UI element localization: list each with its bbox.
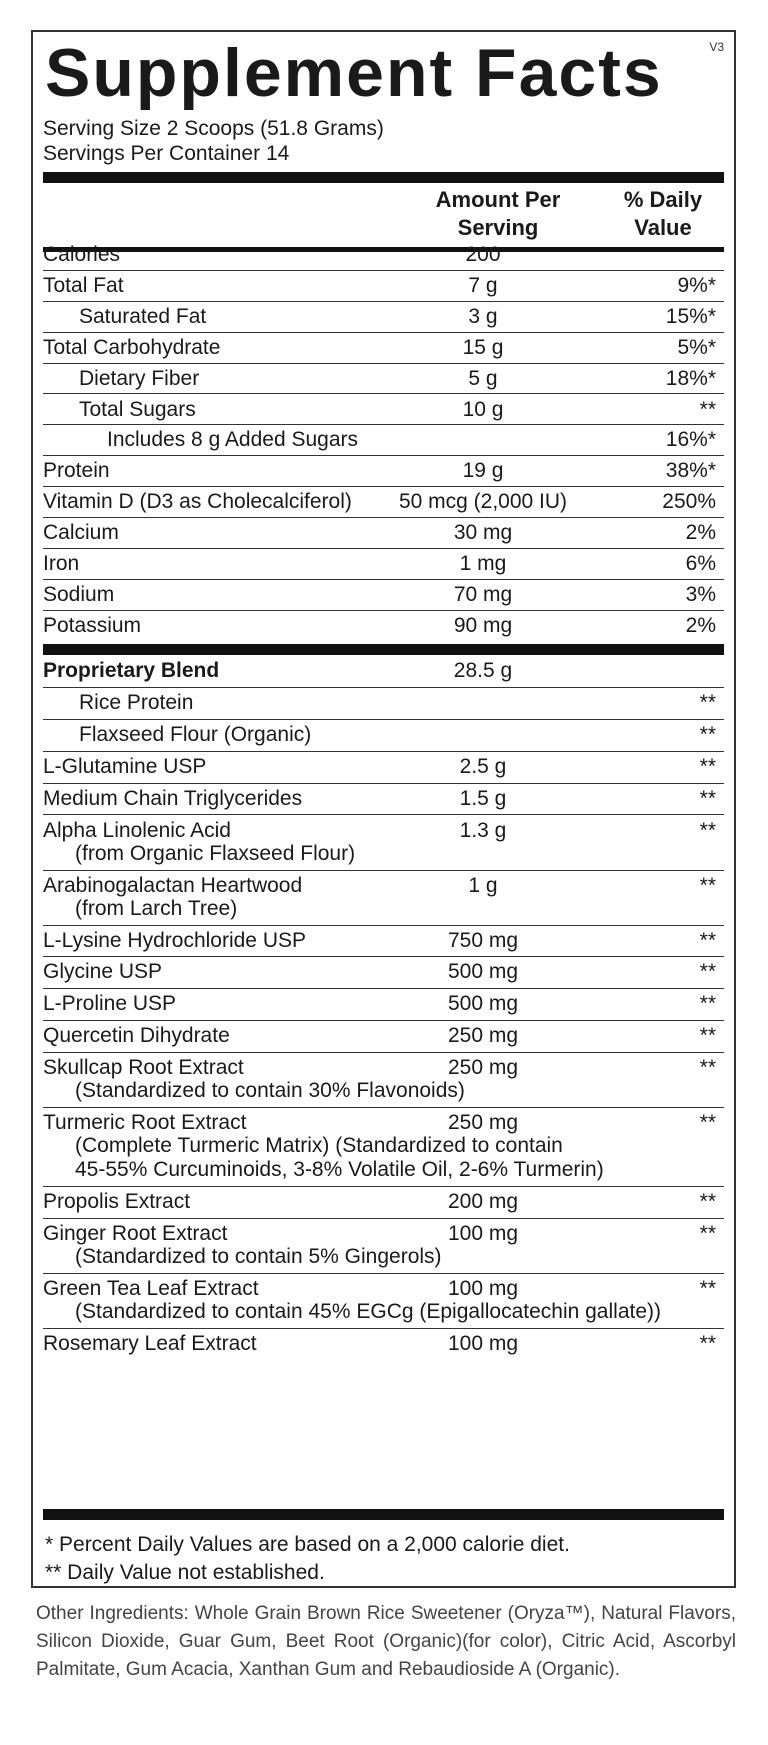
footnote-percent: * Percent Daily Values are based on a 2,000 calorie diet.: [45, 1533, 570, 1556]
ingredient-daily-value: **: [699, 1222, 716, 1245]
blend-row: [43, 1187, 724, 1219]
ingredient-daily-value: **: [699, 690, 716, 714]
ingredient-name: Proprietary Blend: [43, 659, 220, 682]
nutrient-name: Protein: [43, 459, 110, 483]
serving-info: [43, 116, 384, 166]
amount-per-serving-header: [418, 186, 578, 242]
ingredient-daily-value: **: [699, 1056, 716, 1080]
nutrient-daily-value: 250%: [662, 490, 716, 514]
nutrient-name: Vitamin D (D3 as Cholecalciferol): [43, 490, 352, 514]
ingredient-note: (from Organic Flaxseed Flour): [75, 841, 356, 865]
nutrient-name: Calcium: [43, 521, 119, 545]
nutrient-row: [43, 549, 724, 580]
amount-header-line2: Serving: [457, 215, 539, 240]
nutrient-row: [43, 518, 724, 549]
ingredient-daily-value: **: [699, 928, 716, 952]
blend-row: [43, 1021, 724, 1053]
ingredient-daily-value: **: [699, 818, 716, 842]
nutrient-daily-value: 6%: [685, 552, 716, 575]
nutrient-daily-value: 15%*: [665, 304, 716, 328]
nutrient-amount: 19 g: [462, 459, 504, 483]
ingredient-amount: 250 mg: [447, 1111, 519, 1135]
thick-divider-middle: [43, 644, 724, 655]
daily-value-header: [603, 186, 723, 242]
blend-row: [43, 688, 724, 720]
ingredient-amount: 28.5 g: [453, 659, 513, 682]
nutrient-name: Dietary Fiber: [79, 366, 200, 390]
servings-per-container: Servings Per Container 14: [43, 142, 290, 165]
ingredient-name: Propolis Extract: [43, 1190, 191, 1214]
nutrient-row: [43, 364, 724, 395]
nutrient-name: Potassium: [43, 613, 142, 637]
blend-row: [43, 1108, 724, 1187]
ingredient-name: Green Tea Leaf Extract: [43, 1277, 259, 1300]
ingredient-name: Rosemary Leaf Extract: [43, 1332, 257, 1355]
nutrient-amount: 7 g: [468, 273, 498, 297]
ingredient-note: (Standardized to contain 30% Flavonoids): [75, 1079, 465, 1103]
nutrient-amount: 70 mg: [453, 582, 513, 606]
nutrient-amount: 30 mg: [453, 521, 513, 545]
version-label: V3: [709, 40, 724, 54]
ingredient-name: L-Proline USP: [43, 992, 177, 1016]
ingredient-name: Ginger Root Extract: [43, 1222, 228, 1245]
ingredient-name: Rice Protein: [79, 690, 194, 714]
ingredient-note: (Standardized to contain 45% EGCg (Epigallocatechin gallate)): [75, 1300, 662, 1323]
blend-row: [43, 926, 724, 958]
nutrient-name: Includes 8 g Added Sugars: [107, 428, 359, 452]
ingredient-amount: 2.5 g: [459, 754, 507, 778]
dv-header-line1: % Daily: [623, 187, 703, 212]
nutrient-daily-value: **: [699, 397, 716, 421]
blend-row: [43, 752, 724, 784]
nutrient-amount: 50 mcg (2,000 IU): [398, 490, 568, 514]
nutrient-daily-value: 16%*: [665, 428, 716, 452]
nutrient-daily-value: 18%*: [665, 366, 716, 390]
ingredient-daily-value: **: [699, 992, 716, 1016]
nutrient-row: [43, 456, 724, 487]
ingredient-daily-value: **: [699, 1277, 716, 1300]
nutrient-name: Saturated Fat: [79, 304, 207, 328]
nutrient-row: [43, 240, 724, 271]
blend-row: [43, 957, 724, 989]
ingredient-amount: 500 mg: [447, 960, 519, 984]
nutrient-amount: 90 mg: [453, 613, 513, 637]
footnote-not-established: ** Daily Value not established.: [45, 1561, 325, 1584]
ingredient-amount: 1 g: [468, 873, 498, 897]
ingredient-name: Skullcap Root Extract: [43, 1056, 244, 1080]
serving-size: Serving Size 2 Scoops (51.8 Grams): [43, 117, 384, 140]
other-ingredients: Other Ingredients: Whole Grain Brown Rice Sweetener (Oryza™), Natural Flavors, Silicon Dioxide, Guar Gum, Beet Root (Organic)(for color), Citric Acid, Ascorbyl Palmitate, Gum Acacia, Xanthan Gum and Rebaudioside A (Organic).: [36, 1603, 736, 1680]
ingredient-amount: 100 mg: [447, 1277, 519, 1300]
nutrient-daily-value: 38%*: [665, 459, 716, 483]
ingredient-name: Glycine USP: [43, 960, 163, 984]
ingredient-amount: 1.3 g: [459, 818, 507, 842]
amount-header-line1: Amount Per: [435, 187, 561, 212]
nutrient-name: Iron: [43, 552, 80, 575]
blend-row: [43, 871, 724, 926]
nutrient-daily-value: 3%: [685, 582, 716, 606]
ingredient-daily-value: **: [699, 1190, 716, 1214]
nutrient-daily-value: 2%: [685, 613, 716, 637]
nutrient-name: Calories: [43, 243, 121, 266]
blend-row: [43, 1219, 724, 1274]
ingredient-amount: 1.5 g: [459, 786, 507, 810]
ingredient-amount: 200 mg: [447, 1190, 519, 1214]
nutrient-row: [43, 395, 724, 426]
supplement-facts-panel: [31, 30, 736, 1588]
nutrient-name: Total Fat: [43, 273, 124, 297]
ingredient-daily-value: **: [699, 754, 716, 778]
nutrient-amount: 3 g: [468, 304, 498, 328]
nutrient-amount: 5 g: [468, 366, 498, 390]
ingredient-amount: 750 mg: [447, 928, 519, 952]
blend-row: [43, 1053, 724, 1108]
nutrient-daily-value: 9%*: [677, 273, 716, 297]
nutrient-name: Total Sugars: [79, 397, 196, 421]
nutrient-amount: 200: [465, 243, 501, 266]
nutrient-amount: 15 g: [462, 335, 504, 359]
nutrient-name: Sodium: [43, 582, 115, 606]
ingredient-name: Flaxseed Flour (Organic): [79, 722, 312, 746]
blend-row: [43, 656, 724, 688]
blend-row: [43, 816, 724, 871]
panel-title: Supplement Facts: [45, 35, 663, 111]
ingredient-daily-value: **: [699, 1024, 716, 1048]
nutrient-row: [43, 302, 724, 333]
ingredient-daily-value: **: [699, 873, 716, 897]
ingredient-note: (from Larch Tree): [75, 896, 238, 920]
ingredient-name: Quercetin Dihydrate: [43, 1024, 230, 1048]
ingredient-amount: 500 mg: [447, 992, 519, 1016]
dv-header-line2: Value: [634, 215, 692, 240]
ingredient-note: (Standardized to contain 5% Gingerols): [75, 1245, 442, 1268]
ingredient-name: L-Lysine Hydrochloride USP: [43, 928, 307, 952]
ingredient-daily-value: **: [699, 1111, 716, 1135]
ingredient-amount: 100 mg: [447, 1332, 519, 1355]
blend-row: [43, 1329, 724, 1361]
ingredient-amount: 250 mg: [447, 1024, 519, 1048]
thick-divider-bottom: [43, 1509, 724, 1520]
nutrient-row: [43, 487, 724, 518]
ingredient-note: (Complete Turmeric Matrix) (Standardized to contain: [75, 1134, 563, 1158]
blend-row: [43, 720, 724, 752]
ingredient-name: Alpha Linolenic Acid: [43, 818, 231, 842]
ingredient-amount: 250 mg: [447, 1056, 519, 1080]
nutrient-row: [43, 333, 724, 364]
ingredient-name: L-Glutamine USP: [43, 754, 207, 778]
blend-row: [43, 1274, 724, 1329]
ingredient-daily-value: **: [699, 722, 716, 746]
nutrient-daily-value: 2%: [685, 521, 716, 545]
ingredient-daily-value: **: [699, 960, 716, 984]
thick-divider-top: [43, 172, 724, 183]
nutrient-row: [43, 425, 724, 456]
nutrient-row: [43, 271, 724, 302]
nutrient-row: [43, 580, 724, 611]
nutrient-daily-value: 5%*: [677, 335, 716, 359]
nutrient-name: Total Carbohydrate: [43, 335, 221, 359]
nutrient-amount: 10 g: [462, 397, 504, 421]
ingredient-name: Arabinogalactan Heartwood: [43, 873, 303, 897]
ingredient-daily-value: **: [699, 786, 716, 810]
ingredient-daily-value: **: [699, 1332, 716, 1355]
nutrient-amount: 1 mg: [459, 552, 507, 575]
blend-row: [43, 784, 724, 816]
ingredient-note-continued: 45-55% Curcuminoids, 3-8% Volatile Oil, 2-6% Turmerin): [75, 1158, 604, 1182]
ingredient-amount: 100 mg: [447, 1222, 519, 1245]
ingredient-name: Turmeric Root Extract: [43, 1111, 247, 1135]
ingredient-name: Medium Chain Triglycerides: [43, 786, 303, 810]
blend-row: [43, 989, 724, 1021]
nutrient-row: [43, 611, 724, 642]
